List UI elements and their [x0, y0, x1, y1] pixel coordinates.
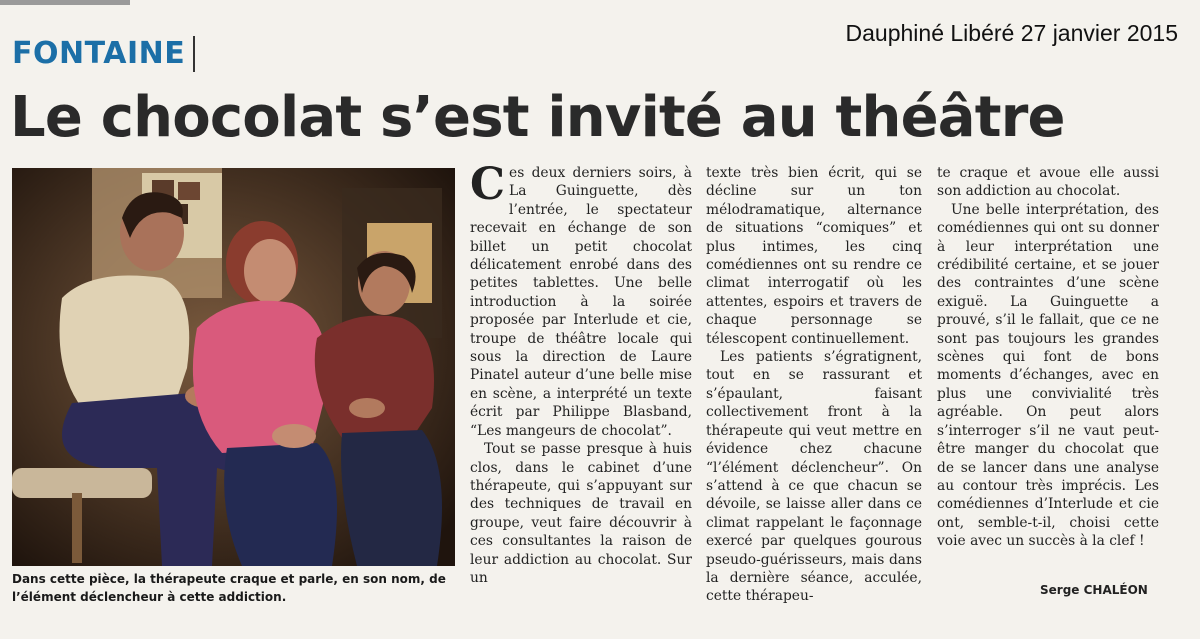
paragraph-text: es deux derniers soirs, à La Guinguette, dès l’entrée, le spectateur recevait en échange de son billet un petit chocolat délicatement enrobé dans des petites tablettes. Une belle introduction à la soirée proposée par Interlude et cie, troupe de théâtre locale qui sous la direction de Laure Pinatel auteur d’une belle mise en scène, a interprété un texte écrit par Philippe Blasband, “Les mangeurs de chocolat”. [470, 165, 692, 439]
scan-edge-mark [0, 0, 130, 5]
article-paragraph: Tout se passe presque à huis clos, dans le cabinet d’une thérapeute, qui s’appuyant sur des techniques de travail en groupe, veut faire découvrir à ces consultantes la raison de leur addiction au chocolat. Sur un [470, 441, 692, 586]
article-photo [12, 168, 455, 566]
stage-photo-illustration [12, 168, 455, 566]
article-column-2 [706, 164, 922, 606]
article-paragraph: Les patients s’égratignent, tout en se rassurant et s’épaulant, faisant collectivement front à la thérapeute qui veut mettre en évidence chez chacune “l’élément déclencheur”. On s’attend à ce que chacun se dévoile, se laisse aller dans ce climat rappelant le façonnage exercé par quelques gourous pseudo-guérisseurs, mais dans la dernière séance, acculée, cette thérapeu- [706, 349, 922, 605]
article-column-1 [470, 159, 692, 587]
article-paragraph [470, 159, 692, 440]
article-paragraph: Une belle interprétation, des comédiennes qui ont su donner à leur interprétation une crédibilité certaine, et se jouer des contraintes d’une scène exiguë. La Guinguette a prouvé, s’il le fallait, que ce ne sont pas toujours les grandes scènes qui font de bons moments d’échanges, avec en plus une convivialité très agréable. On peut alors s’interroger s’il ne vaut peut-être manger du chocolat que de se lancer dans une analyse au contour très imprécis. Les comédiennes d’Interlude et cie ont, semble-t-il, choisi cette voie avec un succès à la clef ! [937, 201, 1159, 550]
author-byline: Serge CHALÉON [1040, 583, 1148, 597]
bleed-through-text [430, 40, 690, 76]
section-rubric: FONTAINE [12, 36, 195, 72]
article-column-3 [937, 164, 1159, 551]
photo-caption [12, 570, 457, 606]
article-paragraph: texte très bien écrit, qui se décline sur un ton mélodramatique, alternance de situations “comiques” et plus intimes, les cinq comédiennes ont su rendre ce climat interrogatif où les attentes, espoirs et travers de chaque personnage se télescopent continuellement. [706, 165, 922, 347]
headline: Le chocolat s’est invité au théâtre [10, 85, 1065, 150]
dropcap: C [470, 159, 506, 210]
caption-line: l’élément déclencheur à cette addiction. [12, 590, 287, 604]
source-label: Dauphiné Libéré 27 janvier 2015 [845, 20, 1178, 46]
caption-line: Dans cette pièce, la thérapeute craque et parle, en son nom, de [12, 572, 446, 586]
article-paragraph: te craque et avoue elle aussi son addiction au chocolat. [937, 165, 1159, 200]
